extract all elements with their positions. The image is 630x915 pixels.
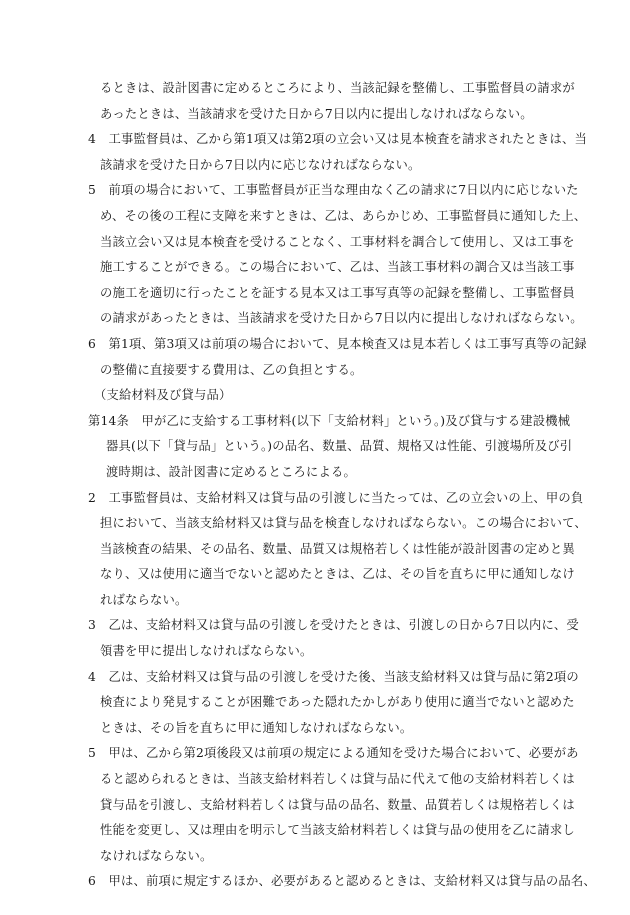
clause-item: 6 第1項、第3項又は前項の場合において、見本検査又は見本若しくは工事写真等の記録 xyxy=(88,336,587,351)
text-line: 検査により発見することが困難であった隠れたかしがあり使用に適当でないと認めた xyxy=(100,695,575,710)
text-line: の請求があったときは、当該請求を受けた日から7日以内に提出しなければならない。 xyxy=(100,311,583,326)
text-line: の整備に直接要する費用は、乙の負担とする。 xyxy=(100,362,363,377)
clause-item: 6 甲は、前項に規定するほか、必要があると認めるときは、支給材料又は貸与品の品名、 xyxy=(88,874,596,889)
text-line: 施工することができる。この場合において、乙は、当該工事材料の調合又は当該工事 xyxy=(100,260,575,275)
text-line: 貸与品を引渡し、支給材料若しくは貸与品の品名、数量、品質若しくは規格若しくは xyxy=(100,797,575,812)
text-line: ればならない。 xyxy=(100,592,188,607)
text-line: なり、又は使用に適当でないと認めたときは、乙は、その旨を直ちに甲に通知しなけ xyxy=(100,567,575,582)
text-line: ると認められるときは、当該支給材料若しくは貸与品に代えて他の支給材料若しくは xyxy=(100,772,575,787)
clause-item: 4 工事監督員は、乙から第1項又は第2項の立会い又は見本検査を請求されたときは、当 xyxy=(88,132,587,147)
text-line: 担において、当該支給材料又は貸与品を検査しなければならない。この場合において、 xyxy=(100,516,587,531)
text-line: 当該立会い又は見本検査を受けることなく、工事材料を調合して使用し、又は工事を xyxy=(100,234,575,249)
text-line: の施工を適切に行ったことを証する見本又は工事写真等の記録を整備し、工事監督員 xyxy=(100,285,575,300)
clause-item: 5 甲は、乙から第2項後段又は前項の規定による通知を受けた場合において、必要があ xyxy=(88,746,579,761)
text-line: 性能を変更し、又は理由を明示して当該支給材料若しくは貸与品の使用を乙に請求し xyxy=(100,823,575,838)
article-title-line: 第14条 甲が乙に支給する工事材料(以下「支給材料」という。)及び貸与する建設機械 xyxy=(88,413,571,428)
text-line: 該請求を受けた日から7日以内に応じなければならない。 xyxy=(100,157,421,172)
text-line: あったときは、当該請求を受けた日から7日以内に提出しなければならない。 xyxy=(100,106,533,121)
text-line: め、その後の工程に支障を来すときは、乙は、あらかじめ、工事監督員に通知した上、 xyxy=(100,208,587,223)
text-line: るときは、設計図書に定めるところにより、当該記録を整備し、工事監督員の請求が xyxy=(100,81,575,95)
text-line: 渡時期は、設計図書に定めるところによる。 xyxy=(106,464,356,479)
clause-item: 5 前項の場合において、工事監督員が正当な理由なく乙の請求に7日以内に応じないた xyxy=(88,183,579,198)
text-line: ときは、その旨を直ちに甲に通知しなければならない。 xyxy=(100,720,413,735)
text-line: なければならない。 xyxy=(100,848,213,863)
text-line: 領書を甲に提出しなければならない。 xyxy=(100,644,313,659)
clause-item: 4 乙は、支給材料又は貸与品の引渡しを受けた後、当該支給材料又は貸与品に第2項の xyxy=(88,669,579,684)
text-line: 器具(以下「貸与品」という。)の品名、数量、品質、規格又は性能、引渡場所及び引 xyxy=(106,439,573,454)
contract-text-block xyxy=(88,76,596,895)
text-line: 当該検査の結果、その品名、数量、品質又は規格若しくは性能が設計図書の定めと異 xyxy=(100,541,575,556)
article-heading: （支給材料及び貸与品） xyxy=(94,388,232,403)
clause-item: 3 乙は、支給材料又は貸与品の引渡しを受けたときは、引渡しの日から7日以内に、受 xyxy=(88,618,579,633)
clause-item: 2 工事監督員は、支給材料又は貸与品の引渡しに当たっては、乙の立会いの上、甲の負 xyxy=(88,490,584,505)
